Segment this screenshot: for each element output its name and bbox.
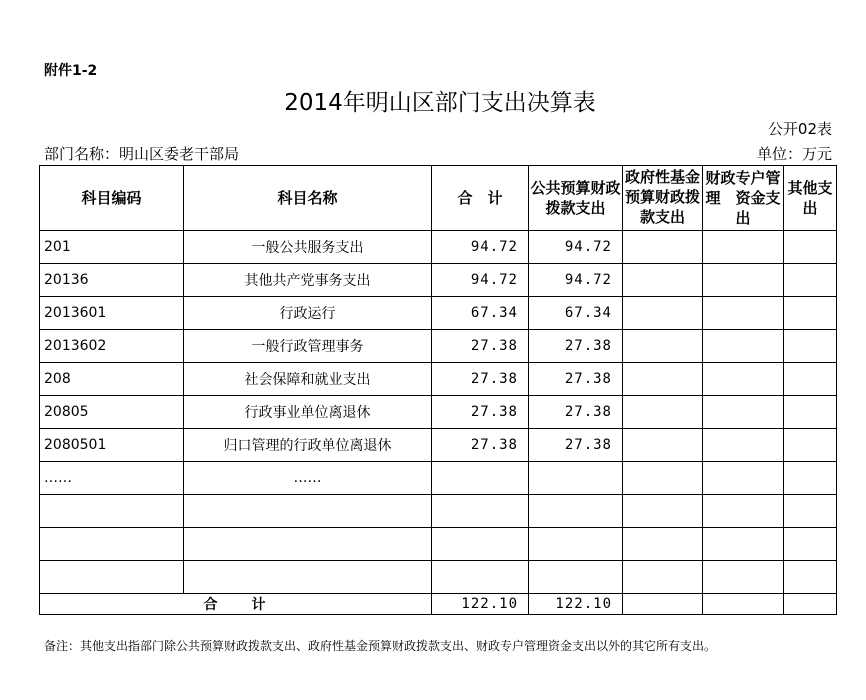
table-row <box>40 231 837 264</box>
cell-name: 社会保障和就业支出 <box>184 363 432 396</box>
header-public-budget: 公共预算财政拨款支出 <box>529 166 623 231</box>
cell-code: 20136 <box>40 264 184 297</box>
total-amount: 122.10 <box>432 594 529 615</box>
total-gov-fund <box>623 594 703 615</box>
cell-name: …… <box>184 462 432 495</box>
total-other <box>784 594 837 615</box>
cell-gov-fund <box>623 528 703 561</box>
table-row <box>40 297 837 330</box>
cell-code: 2080501 <box>40 429 184 462</box>
cell-name: 一般公共服务支出 <box>184 231 432 264</box>
total-label: 合 计 <box>40 594 432 615</box>
cell-public-budget: 94.72 <box>529 231 623 264</box>
cell-special-fund <box>703 231 784 264</box>
department-name: 部门名称：明山区委老干部局 <box>44 145 240 163</box>
cell-other <box>784 561 837 594</box>
cell-public-budget <box>529 462 623 495</box>
header-gov-fund-label: 政府性基金预算财政拨款支出 <box>624 168 700 226</box>
cell-code: 20805 <box>40 396 184 429</box>
cell-special-fund <box>703 528 784 561</box>
cell-total <box>432 528 529 561</box>
cell-other <box>784 231 837 264</box>
cell-gov-fund <box>623 297 703 330</box>
header-name: 科目名称 <box>184 166 432 231</box>
cell-gov-fund <box>623 495 703 528</box>
cell-code: 201 <box>40 231 184 264</box>
cell-name: 行政事业单位离退休 <box>184 396 432 429</box>
cell-special-fund <box>703 429 784 462</box>
table-row <box>40 363 837 396</box>
total-special-fund <box>703 594 784 615</box>
table-row <box>40 561 837 594</box>
form-number: 公开02表 <box>767 120 832 138</box>
header-other: 其他支出 <box>784 166 837 231</box>
cell-special-fund <box>703 396 784 429</box>
cell-other <box>784 528 837 561</box>
cell-special-fund <box>703 462 784 495</box>
cell-special-fund <box>703 561 784 594</box>
cell-gov-fund <box>623 429 703 462</box>
cell-code: …… <box>40 462 184 495</box>
cell-gov-fund <box>623 396 703 429</box>
cell-gov-fund <box>623 231 703 264</box>
cell-total: 27.38 <box>432 396 529 429</box>
cell-public-budget: 27.38 <box>529 330 623 363</box>
cell-gov-fund <box>623 264 703 297</box>
cell-code <box>40 495 184 528</box>
table-row <box>40 429 837 462</box>
cell-other <box>784 429 837 462</box>
table-body <box>40 231 837 594</box>
cell-special-fund <box>703 330 784 363</box>
cell-gov-fund <box>623 363 703 396</box>
cell-code <box>40 528 184 561</box>
table-row <box>40 264 837 297</box>
cell-special-fund <box>703 495 784 528</box>
cell-gov-fund <box>623 561 703 594</box>
cell-total: 27.38 <box>432 363 529 396</box>
cell-total: 27.38 <box>432 330 529 363</box>
cell-name: 归口管理的行政单位离退休 <box>184 429 432 462</box>
cell-other <box>784 297 837 330</box>
cell-other <box>784 396 837 429</box>
cell-other <box>784 264 837 297</box>
cell-total <box>432 561 529 594</box>
unit-label: 单位：万元 <box>756 145 832 163</box>
cell-public-budget: 27.38 <box>529 429 623 462</box>
cell-code <box>40 561 184 594</box>
cell-public-budget: 27.38 <box>529 396 623 429</box>
cell-total: 94.72 <box>432 231 529 264</box>
attachment-label: 附件1-2 <box>44 63 98 79</box>
cell-name <box>184 528 432 561</box>
cell-public-budget: 67.34 <box>529 297 623 330</box>
table-row <box>40 396 837 429</box>
cell-gov-fund <box>623 462 703 495</box>
cell-code: 208 <box>40 363 184 396</box>
cell-public-budget <box>529 528 623 561</box>
cell-other <box>784 495 837 528</box>
footnote: 备注：其他支出指部门除公共预算财政拨款支出、政府性基金预算财政拨款支出、财政专户管理资金支出以外的其它所有支出。 <box>44 639 717 653</box>
header-total: 合 计 <box>432 166 529 231</box>
cell-total: 27.38 <box>432 429 529 462</box>
header-special-fund: 财政专户管理 资金支出 <box>703 166 784 231</box>
cell-name: 一般行政管理事务 <box>184 330 432 363</box>
table-row <box>40 330 837 363</box>
header-gov-fund <box>623 166 703 231</box>
cell-total <box>432 495 529 528</box>
table-header-row <box>40 166 837 231</box>
cell-public-budget <box>529 561 623 594</box>
cell-public-budget <box>529 495 623 528</box>
table-row <box>40 495 837 528</box>
cell-special-fund <box>703 264 784 297</box>
total-public-budget: 122.10 <box>529 594 623 615</box>
cell-code: 2013602 <box>40 330 184 363</box>
cell-code: 2013601 <box>40 297 184 330</box>
cell-special-fund <box>703 363 784 396</box>
header-code: 科目编码 <box>40 166 184 231</box>
table-row <box>40 462 837 495</box>
page-title: 2014年明山区部门支出决算表 <box>284 90 596 116</box>
cell-other <box>784 330 837 363</box>
cell-special-fund <box>703 297 784 330</box>
cell-name <box>184 561 432 594</box>
cell-total: 67.34 <box>432 297 529 330</box>
cell-total <box>432 462 529 495</box>
cell-public-budget: 94.72 <box>529 264 623 297</box>
cell-name: 其他共产党事务支出 <box>184 264 432 297</box>
cell-total: 94.72 <box>432 264 529 297</box>
cell-other <box>784 363 837 396</box>
cell-other <box>784 462 837 495</box>
table-row <box>40 528 837 561</box>
expenditure-table <box>39 165 837 615</box>
cell-name <box>184 495 432 528</box>
total-row <box>40 594 837 615</box>
cell-gov-fund <box>623 330 703 363</box>
cell-public-budget: 27.38 <box>529 363 623 396</box>
cell-name: 行政运行 <box>184 297 432 330</box>
